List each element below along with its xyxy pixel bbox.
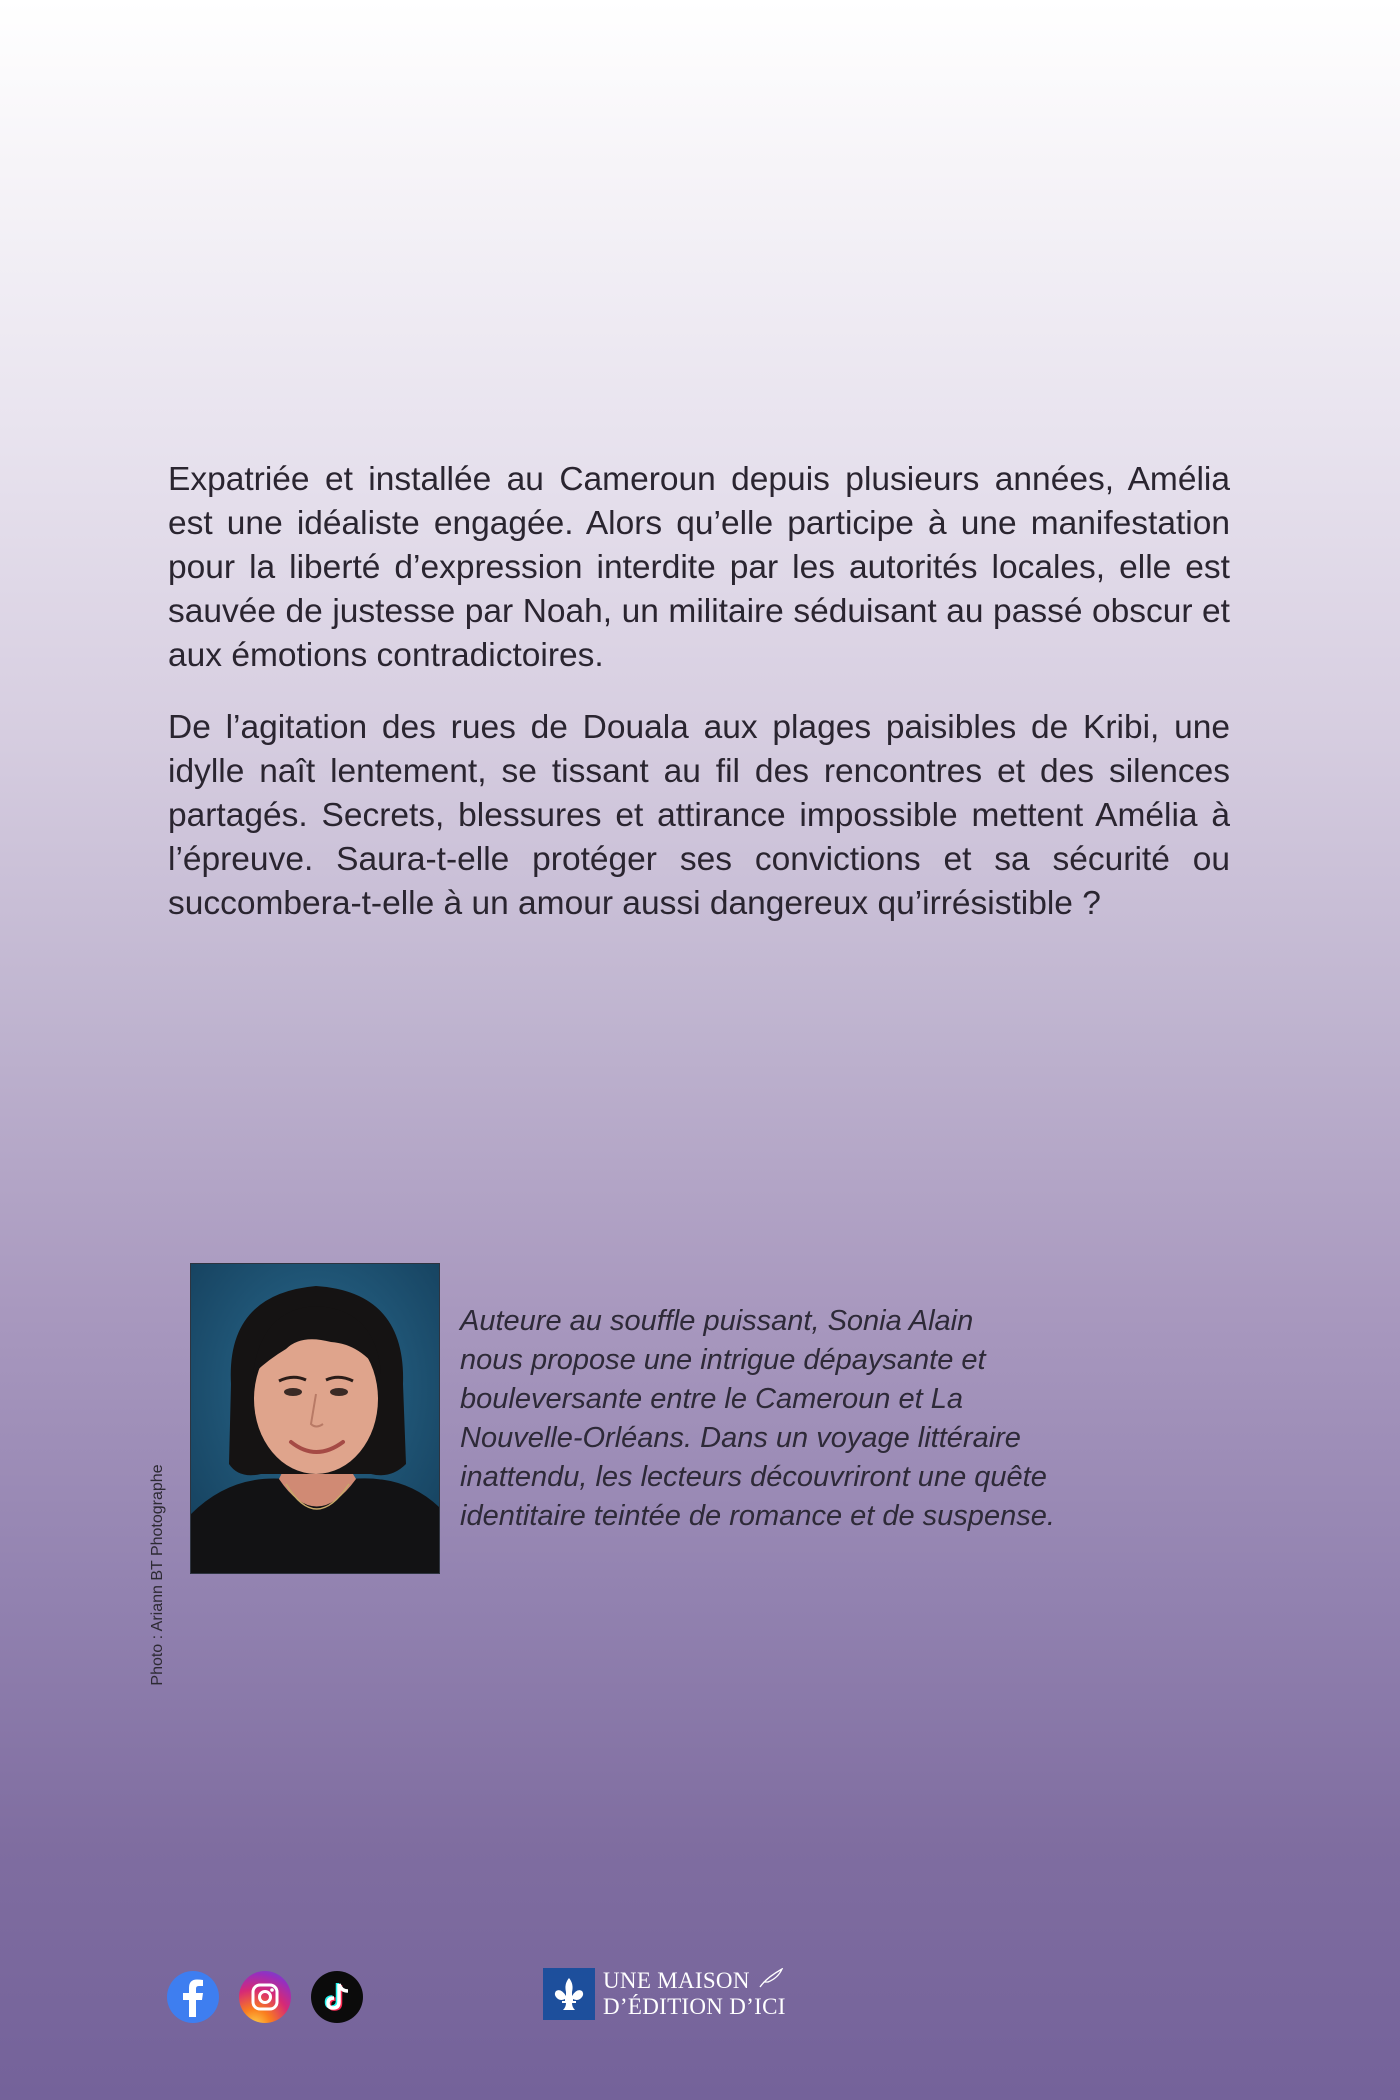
author-bio-line: Nouvelle-Orléans. Dans un voyage littéraire (460, 1422, 1021, 1454)
publisher-line-1: UNE MAISON (603, 1968, 750, 1993)
publisher-line-2: D’ÉDITION D’ICI (603, 1994, 786, 2019)
author-bio-line: nous propose une intrigue dépaysante et (460, 1344, 986, 1376)
back-cover-blurb (168, 458, 1230, 954)
photo-credit: Photo : Ariann BT Photographe (149, 1464, 166, 1686)
author-bio (460, 1302, 1150, 1536)
tiktok-icon[interactable] (311, 1971, 363, 2023)
quill-icon (758, 1968, 784, 1988)
blurb-paragraph-1: Expatriée et installée au Cameroun depuis plusieurs années, Amélia est une idéaliste engagée. Alors qu’elle participe à une manifestation pour la liberté d’expression interdite par les autorités locales, elle est sauvée de justesse par Noah, un militaire séduisant au passé obscur et aux émotions contradictoires. (168, 461, 1230, 674)
author-bio-line: Auteure au souffle puissant, Sonia Alain (460, 1305, 974, 1337)
author-bio-line: identitaire teintée de romance et de suspense. (460, 1500, 1055, 1532)
publisher-logo (543, 1968, 786, 2020)
instagram-icon[interactable] (239, 1971, 291, 2023)
author-bio-line: inattendu, les lecteurs découvriront une quête (460, 1461, 1047, 1493)
social-links (167, 1971, 363, 2023)
author-photo (190, 1263, 440, 1574)
blurb-paragraph-2: De l’agitation des rues de Douala aux plages paisibles de Kribi, une idylle naît lentement, se tissant au fil des rencontres et des silences partagés. Secrets, blessures et attirance impossible mettent Amélia à l’épreuve. Saura-t-elle protéger ses convictions et sa sécurité ou succombera-t-elle à un amour aussi dangereux qu’irrésistible ? (168, 709, 1230, 922)
fleur-de-lis-icon (543, 1968, 595, 2020)
author-bio-line: bouleversante entre le Cameroun et La (460, 1383, 963, 1415)
facebook-icon[interactable] (167, 1971, 219, 2023)
